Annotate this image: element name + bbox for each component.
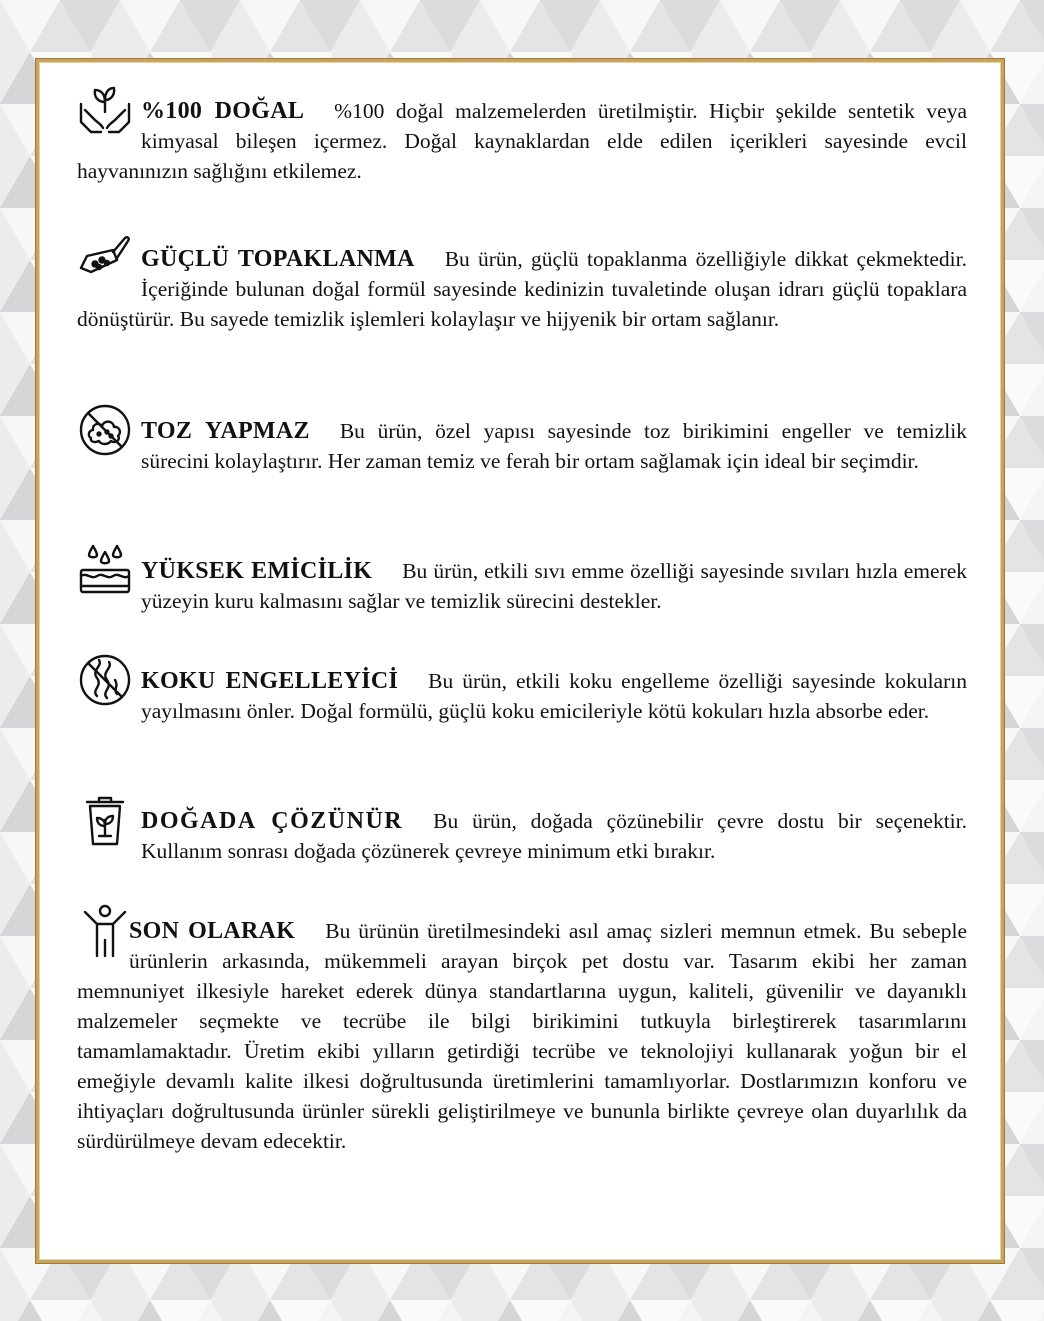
no-odor-icon <box>77 652 137 708</box>
section-title: GÜÇLÜ TOPAKLANMA <box>141 246 415 272</box>
section-dogal <box>77 96 967 186</box>
compost-bin-icon <box>77 792 137 848</box>
section-text: Bu ürün, özel yapısı sayesinde toz birikimini engeller ve temizlik sürecini kolaylaştırır. Her zaman temiz ve ferah bir ortam sağlamak için ideal bir seçimdir. <box>141 419 967 473</box>
section-title: YÜKSEK EMİCİLİK <box>141 558 373 584</box>
section-text: Bu ürün, etkili koku engelleme özelliği sayesinde kokuların yayılmasını önler. Doğal formülü, güçlü koku emicileriyle kötü kokuları hızla absorbe eder. <box>141 669 967 723</box>
section-koku <box>77 666 967 726</box>
section-title: DOĞADA ÇÖZÜNÜR <box>141 808 404 834</box>
litter-scoop-icon <box>77 230 137 286</box>
section-text: Bu ürün, etkili sıvı emme özelliği sayesinde sıvıları hızla emerek yüzeyin kuru kalmasını sağlar ve temizlik sürecini destekler. <box>141 559 967 613</box>
section-text: Bu ürünün üretilmesindeki asıl amaç sizleri memnun etmek. Bu sebeple ürünlerin arkasında, mükemmeli arayan birçok pet dostu var. Tasarım ekibi her zaman memnuniyet ilkesiyle hareket ederek dünya standartlarına uygun, kaliteli, güvenilir ve dayanıklı malzemeler seçmekte ve tecrübe ile bilgi birikimini tutkuyla birleştirerek tasarımlarını tamamlamaktadır. Üretim ekibi yılların getirdiği tecrübe ve teknolojiyi kullanarak yoğun bir el emeğiyle devamlı kalite ilkesi doğrultusunda üretimlerini tamamlıyorlar. Dostlarımızın konforu ve ihtiyaçları doğrultusunda ürünler sürekli geliştirilmeye ve bununla birlikte çevreye olan duyarlılık da sürdürülmeye devam edecektir. <box>77 919 967 1153</box>
section-emicilik <box>77 556 967 616</box>
section-toz <box>77 416 967 476</box>
section-son <box>77 916 967 1156</box>
section-title: %100 DOĞAL <box>141 98 305 124</box>
absorb-drops-icon <box>77 542 137 598</box>
section-title: TOZ YAPMAZ <box>141 418 310 444</box>
happy-person-icon <box>77 902 125 958</box>
section-topaklanma <box>77 244 967 334</box>
section-text: Bu ürün, doğada çözünebilir çevre dostu bir seçenektir. Kullanım sonrası doğada çözünerek çevreye minimum etki bırakır. <box>141 809 967 863</box>
section-title: KOKU ENGELLEYİCİ <box>141 668 399 694</box>
section-text: Bu ürün, güçlü topaklanma özelliğiyle dikkat çekmektedir. İçeriğinde bulunan doğal formül sayesinde kedinizin tuvaletinde oluşan idrarı güçlü topaklara dönüştürür. Bu sayede temizlik işlemleri kolaylaşır ve hijyenik bir ortam sağlanır. <box>77 247 967 331</box>
section-text: %100 doğal malzemelerden üretilmiştir. Hiçbir şekilde sentetik veya kimyasal bileşen içermez. Doğal kaynaklardan elde edilen içerikleri sayesinde evcil hayvanınızın sağlığını etkilemez. <box>77 99 968 183</box>
section-title: SON OLARAK <box>129 918 296 944</box>
section-cozunur <box>77 806 967 866</box>
plant-hands-icon <box>77 82 137 138</box>
no-dust-icon <box>77 402 137 458</box>
